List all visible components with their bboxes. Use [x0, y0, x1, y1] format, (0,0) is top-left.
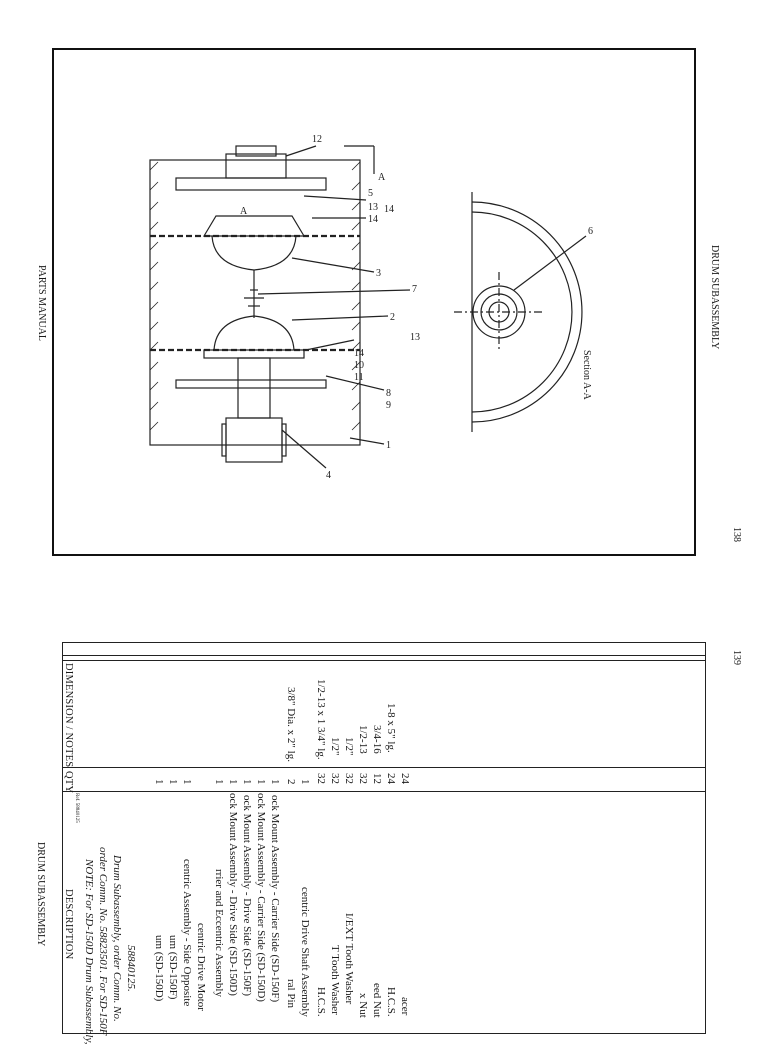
row-qty-9: 1 [269, 779, 281, 785]
note-line-3: Drum Subassembly, order Comm. No. [111, 855, 123, 1022]
note-line-2: order Comm. No. 58823501. For SD-150F [97, 847, 109, 1036]
row-dim-14: 1/2" [343, 737, 355, 756]
callout-4: 4 [326, 470, 331, 481]
callout-12: 12 [312, 134, 322, 145]
row-desc-12: H.C.S. [315, 987, 327, 1017]
row-desc-14: I/EXT Tooth Washer [343, 913, 355, 1005]
drum-subassembly-footer: DRUM SUBASSEMBLY [709, 245, 720, 350]
callout-13b: 13 [410, 332, 420, 343]
row-desc-6: ock Mount Assembly - Drive Side (SD-150D) [227, 793, 239, 996]
row-dim-10: 3/8" Dia. x 2" lg. [285, 687, 297, 762]
callout-6: 6 [588, 226, 593, 237]
row-qty-7: 1 [241, 779, 253, 785]
row-desc-8: ock Mount Assembly - Carrier Side (SD-150D) [255, 793, 267, 1002]
callout-14c: 14 [384, 204, 394, 215]
row-desc-13: T Tooth Washer [329, 945, 341, 1015]
reference-tag: Ref. 58840125 [74, 793, 79, 823]
column-header-dimension: DIMENSION / NOTES [63, 663, 74, 768]
row-desc-11: centric Drive Shaft Assembly [299, 887, 311, 1017]
row-qty-5: 1 [213, 779, 225, 785]
drum-subassembly-drawing [54, 50, 694, 554]
desc-qty-divider [63, 767, 705, 768]
row-qty-6: 1 [227, 779, 239, 785]
row-qty-3: 1 [181, 779, 193, 785]
row-desc-17: H.C.S. [385, 987, 397, 1017]
page-number-138: 138 [731, 527, 742, 542]
row-qty-10: 2 [285, 779, 297, 785]
drum-subassembly-title: DRUM SUBASSEMBLY [35, 842, 46, 947]
row-dim-15: 1/2-13 [357, 725, 369, 754]
callout-5: 5 [368, 188, 373, 199]
row-desc-15: x Nut [357, 993, 369, 1018]
header-divider [63, 655, 705, 656]
parts-manual-header: PARTS MANUAL [36, 265, 47, 341]
callout-9: 9 [386, 400, 391, 411]
note-line-1: NOTE: For SD-150D Drum Subassembly, [83, 859, 95, 1044]
row-qty-15: 32 [357, 773, 369, 784]
page-number-139: 139 [731, 650, 742, 665]
callout-14b: 14 [354, 348, 364, 359]
row-qty-8: 1 [255, 779, 267, 785]
row-desc-2: um (SD-150F) [167, 935, 179, 1000]
row-qty-1: 1 [153, 779, 165, 785]
row-dim-12: 1/2-13 x 1 3/4" lg. [315, 679, 327, 760]
drawing-frame [52, 48, 696, 556]
row-qty-11: 1 [299, 779, 311, 785]
callout-14a: 14 [368, 214, 378, 225]
row-qty-2: 1 [167, 779, 179, 785]
row-qty-14: 32 [343, 773, 355, 784]
row-desc-10: ral Pin [285, 979, 297, 1009]
row-desc-4: centric Drive Motor [195, 923, 207, 1011]
row-desc-3: centric Assembly - Side Opposite [181, 859, 193, 1007]
callout-11: 11 [354, 372, 364, 383]
row-desc-1: um (SD-150D) [153, 935, 165, 1002]
row-desc-16: eed Nut [371, 983, 383, 1018]
qty-dim-divider [63, 791, 705, 792]
section-marker-a-mid: A [240, 206, 248, 217]
row-dim-17: 1-8 x 5" lg. [385, 703, 397, 753]
callout-3: 3 [376, 268, 381, 279]
row-desc-5: rrier and Eccentric Assembly [213, 869, 225, 997]
row-qty-16: 12 [371, 773, 383, 784]
row-desc-9: ock Mount Assembly - Carrier Side (SD-150F) [269, 795, 281, 1003]
callout-7: 7 [412, 284, 417, 295]
row-qty-12: 32 [315, 773, 327, 784]
note-line-4: 58840125. [125, 945, 137, 992]
row-desc-7: ock Mount Assembly - Drive Side (SD-150F) [241, 795, 253, 997]
row-desc-18: acer [399, 997, 411, 1016]
callout-10: 10 [354, 360, 364, 371]
callout-13: 13 [368, 202, 378, 213]
callout-2: 2 [390, 312, 395, 323]
header-divider-2 [63, 660, 705, 661]
row-qty-18: 24 [399, 773, 411, 784]
section-marker-a-top: A [378, 172, 386, 183]
row-qty-17: 24 [385, 773, 397, 784]
callout-1: 1 [386, 440, 391, 451]
row-dim-16: 3/4-16 [371, 725, 383, 754]
column-header-qty: QTY [63, 771, 74, 794]
row-dim-13: 1/2" [329, 737, 341, 756]
column-header-description: DESCRIPTION [63, 889, 74, 960]
row-qty-13: 32 [329, 773, 341, 784]
callout-8: 8 [386, 388, 391, 399]
parts-table [62, 642, 706, 1044]
section-a-a-label: Section A-A [581, 350, 592, 400]
